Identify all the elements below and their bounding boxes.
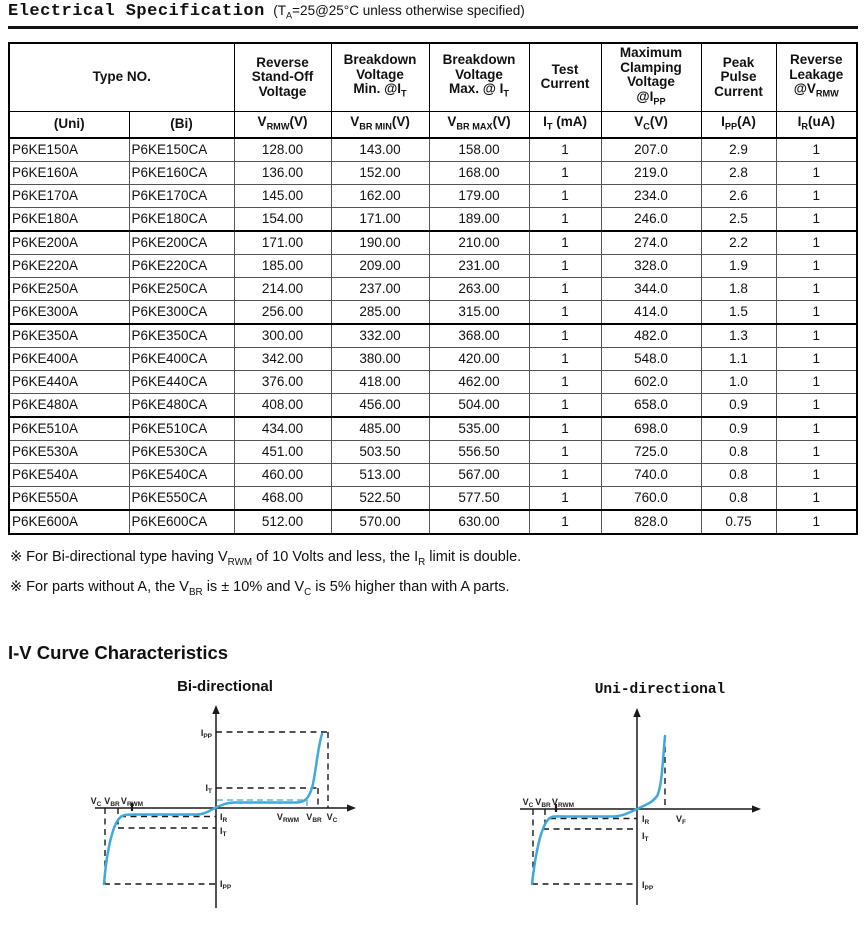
- type-no-cell: P6KE220A: [9, 254, 129, 277]
- value-cell: 760.0: [601, 486, 701, 510]
- col-header-reverse-leakage: Reverse Leakage $@V_{RMW}$: [776, 43, 857, 111]
- value-cell: 219.0: [601, 161, 701, 184]
- type-no-cell: P6KE300CA: [129, 300, 234, 324]
- value-cell: 2.5: [701, 207, 776, 231]
- type-no-cell: P6KE550CA: [129, 486, 234, 510]
- value-cell: 0.8: [701, 463, 776, 486]
- value-cell: 332.00: [331, 324, 429, 348]
- value-cell: 420.00: [429, 347, 529, 370]
- value-cell: 1: [529, 510, 601, 534]
- bi-it-top-label: $I_T$: [205, 783, 212, 795]
- value-cell: 1: [529, 486, 601, 510]
- value-cell: 2.8: [701, 161, 776, 184]
- value-cell: 658.0: [601, 393, 701, 417]
- value-cell: 630.00: [429, 510, 529, 534]
- subheader-ir: $I_R(uA)$: [776, 111, 857, 138]
- value-cell: 1: [776, 510, 857, 534]
- type-no-cell: P6KE300A: [9, 300, 129, 324]
- value-cell: 1: [529, 417, 601, 441]
- value-cell: 210.00: [429, 231, 529, 255]
- col-header-type-no: Type NO.: [9, 43, 234, 111]
- type-no-cell: P6KE170CA: [129, 184, 234, 207]
- value-cell: 1: [529, 347, 601, 370]
- value-cell: 285.00: [331, 300, 429, 324]
- value-cell: 128.00: [234, 138, 331, 162]
- col-header-max-clamping: Maximum Clamping Voltage $@I_{PP}$: [601, 43, 701, 111]
- value-cell: 1: [776, 184, 857, 207]
- value-cell: 179.00: [429, 184, 529, 207]
- value-cell: 1: [776, 347, 857, 370]
- uni-vrwm-label: $V_{RWM}$: [551, 797, 575, 809]
- value-cell: 567.00: [429, 463, 529, 486]
- table-row: [9, 138, 857, 162]
- value-cell: 190.00: [331, 231, 429, 255]
- uni-iv-curve: [532, 736, 665, 884]
- bi-vc-left-label: $V_C$: [90, 796, 102, 808]
- type-no-cell: P6KE150A: [9, 138, 129, 162]
- type-no-cell: P6KE530A: [9, 440, 129, 463]
- type-no-cell: P6KE510A: [9, 417, 129, 441]
- page-title-note: ($T_A=25@25^\circ C$ unless otherwise specified): [273, 3, 525, 21]
- type-no-cell: P6KE440A: [9, 370, 129, 393]
- value-cell: 1: [529, 161, 601, 184]
- type-no-cell: P6KE180CA: [129, 207, 234, 231]
- value-cell: 1: [776, 417, 857, 441]
- table-row: [9, 417, 857, 441]
- value-cell: 237.00: [331, 277, 429, 300]
- col-header-peak-pulse: Peak Pulse Current: [701, 43, 776, 111]
- table-row: [9, 161, 857, 184]
- value-cell: 740.0: [601, 463, 701, 486]
- type-no-cell: P6KE400CA: [129, 347, 234, 370]
- table-row: [9, 184, 857, 207]
- value-cell: 1: [776, 324, 857, 348]
- bi-iv-curve: [104, 734, 322, 884]
- value-cell: 0.9: [701, 393, 776, 417]
- bi-vrwm-right-label: $V_{RWM}$: [276, 812, 300, 824]
- value-cell: 209.00: [331, 254, 429, 277]
- value-cell: 315.00: [429, 300, 529, 324]
- value-cell: 1: [529, 440, 601, 463]
- col-header-breakdown-max: Breakdown Voltage Max. @ $I_T$: [429, 43, 529, 111]
- value-cell: 143.00: [331, 138, 429, 162]
- bi-x-axis-arrow-icon: [347, 804, 356, 811]
- value-cell: 2.2: [701, 231, 776, 255]
- uni-y-axis-arrow-icon: [633, 708, 640, 717]
- value-cell: 162.00: [331, 184, 429, 207]
- value-cell: 468.00: [234, 486, 331, 510]
- footnotes: [10, 545, 521, 605]
- value-cell: 503.50: [331, 440, 429, 463]
- col-header-test-current: Test Current: [529, 43, 601, 111]
- value-cell: 136.00: [234, 161, 331, 184]
- bi-vrwm-left-label: $V_{RWM}$: [120, 796, 144, 808]
- table-row: [9, 393, 857, 417]
- table-row: [9, 277, 857, 300]
- subheader-it: $I_T$ (mA): [529, 111, 601, 138]
- value-cell: 725.0: [601, 440, 701, 463]
- value-cell: 2.6: [701, 184, 776, 207]
- value-cell: 214.00: [234, 277, 331, 300]
- bi-vbr-left-label: $V_{BR}$: [104, 796, 120, 808]
- table-row: [9, 463, 857, 486]
- table-row: [9, 510, 857, 534]
- value-cell: 246.0: [601, 207, 701, 231]
- table-row: [9, 231, 857, 255]
- value-cell: 274.0: [601, 231, 701, 255]
- type-no-cell: P6KE150CA: [129, 138, 234, 162]
- type-no-cell: P6KE600CA: [129, 510, 234, 534]
- value-cell: 1: [776, 393, 857, 417]
- header-row-2: [9, 111, 857, 138]
- value-cell: 185.00: [234, 254, 331, 277]
- type-no-cell: P6KE220CA: [129, 254, 234, 277]
- value-cell: 145.00: [234, 184, 331, 207]
- subheader-vbr-min: $V_{BR MIN}(V)$: [331, 111, 429, 138]
- subheader-vbr-max: $V_{BR MAX}(V)$: [429, 111, 529, 138]
- value-cell: 602.0: [601, 370, 701, 393]
- header-row-1: [9, 43, 857, 111]
- type-no-cell: P6KE200A: [9, 231, 129, 255]
- value-cell: 1.0: [701, 370, 776, 393]
- type-no-cell: P6KE200CA: [129, 231, 234, 255]
- value-cell: 1: [776, 277, 857, 300]
- type-no-cell: P6KE170A: [9, 184, 129, 207]
- bi-vbr-right-label: $V_{BR}$: [306, 812, 322, 824]
- value-cell: 460.00: [234, 463, 331, 486]
- subheader-bi: (Bi): [129, 111, 234, 138]
- value-cell: 1: [776, 370, 857, 393]
- table-row: [9, 440, 857, 463]
- value-cell: 234.0: [601, 184, 701, 207]
- subheader-ipp: $I_{PP}(A)$: [701, 111, 776, 138]
- value-cell: 434.00: [234, 417, 331, 441]
- value-cell: 456.00: [331, 393, 429, 417]
- table-row: [9, 486, 857, 510]
- value-cell: 512.00: [234, 510, 331, 534]
- table-row: [9, 347, 857, 370]
- table-row: [9, 207, 857, 231]
- type-no-cell: P6KE540CA: [129, 463, 234, 486]
- value-cell: 1: [529, 393, 601, 417]
- type-no-cell: P6KE600A: [9, 510, 129, 534]
- value-cell: 1: [529, 231, 601, 255]
- value-cell: 1: [776, 254, 857, 277]
- subheader-vc: $V_C(V)$: [601, 111, 701, 138]
- uni-it-label: $I_T$: [642, 831, 649, 843]
- value-cell: 1.3: [701, 324, 776, 348]
- type-no-cell: P6KE160CA: [129, 161, 234, 184]
- type-no-cell: P6KE480CA: [129, 393, 234, 417]
- value-cell: 1: [776, 161, 857, 184]
- table-row: [9, 370, 857, 393]
- bi-directional-iv-chart: [60, 698, 390, 931]
- type-no-cell: P6KE160A: [9, 161, 129, 184]
- value-cell: 300.00: [234, 324, 331, 348]
- spec-table-body: [9, 138, 857, 534]
- value-cell: 1: [776, 486, 857, 510]
- value-cell: 535.00: [429, 417, 529, 441]
- value-cell: 485.00: [331, 417, 429, 441]
- value-cell: 263.00: [429, 277, 529, 300]
- page-title: Electrical Specification: [8, 2, 265, 21]
- value-cell: 522.50: [331, 486, 429, 510]
- table-row: [9, 254, 857, 277]
- value-cell: 376.00: [234, 370, 331, 393]
- value-cell: 0.8: [701, 486, 776, 510]
- uni-ir-label: $I_R$: [642, 814, 650, 826]
- footnote-1: ※ For Bi-directional type having $V_{RWM}$ of 10 Volts and less, the $I_R$ limit is double.: [10, 549, 522, 568]
- value-cell: 1: [529, 370, 601, 393]
- value-cell: 828.0: [601, 510, 701, 534]
- type-no-cell: P6KE440CA: [129, 370, 234, 393]
- table-row: [9, 300, 857, 324]
- type-no-cell: P6KE550A: [9, 486, 129, 510]
- page-title-bar: [8, 2, 858, 29]
- value-cell: 1: [776, 138, 857, 162]
- value-cell: 451.00: [234, 440, 331, 463]
- uni-vf-label: $V_F$: [676, 814, 686, 826]
- value-cell: 1: [529, 324, 601, 348]
- col-header-breakdown-min: Breakdown Voltage Min. $@I_T$: [331, 43, 429, 111]
- value-cell: 1: [776, 207, 857, 231]
- type-no-cell: P6KE510CA: [129, 417, 234, 441]
- value-cell: 2.9: [701, 138, 776, 162]
- value-cell: 408.00: [234, 393, 331, 417]
- value-cell: 380.00: [331, 347, 429, 370]
- uni-ipp-label: $I_{PP}$: [642, 880, 654, 892]
- footnote-2: ※ For parts without A, the $V_{BR}$ is ± 10% and $V_C$ is 5% higher than with A parts.: [10, 578, 510, 598]
- bi-it-bottom-label: $I_T$: [220, 826, 227, 838]
- value-cell: 1.1: [701, 347, 776, 370]
- value-cell: 548.0: [601, 347, 701, 370]
- type-no-cell: P6KE250CA: [129, 277, 234, 300]
- electrical-spec-table: [8, 42, 858, 535]
- value-cell: 1: [529, 300, 601, 324]
- value-cell: 414.0: [601, 300, 701, 324]
- uni-vc-label: $V_C$: [522, 797, 534, 809]
- bi-ipp-bottom-label: $I_{PP}$: [220, 879, 232, 891]
- value-cell: 171.00: [234, 231, 331, 255]
- value-cell: 158.00: [429, 138, 529, 162]
- value-cell: 1.9: [701, 254, 776, 277]
- value-cell: 462.00: [429, 370, 529, 393]
- bi-ipp-top-label: $I_{PP}$: [200, 728, 212, 740]
- uni-x-axis-arrow-icon: [752, 805, 761, 812]
- value-cell: 256.00: [234, 300, 331, 324]
- bi-y-axis-arrow-icon: [212, 705, 219, 714]
- uni-directional-chart-title: Uni-directional: [594, 682, 726, 698]
- type-no-cell: P6KE400A: [9, 347, 129, 370]
- value-cell: 482.0: [601, 324, 701, 348]
- value-cell: 1: [529, 207, 601, 231]
- value-cell: 207.0: [601, 138, 701, 162]
- value-cell: 342.00: [234, 347, 331, 370]
- type-no-cell: P6KE540A: [9, 463, 129, 486]
- subheader-vrmw: $V_{RMW}(V)$: [234, 111, 331, 138]
- bi-vc-right-label: $V_C$: [326, 812, 338, 824]
- type-no-cell: P6KE530CA: [129, 440, 234, 463]
- type-no-cell: P6KE350A: [9, 324, 129, 348]
- value-cell: 231.00: [429, 254, 529, 277]
- value-cell: 1.5: [701, 300, 776, 324]
- value-cell: 0.8: [701, 440, 776, 463]
- col-header-reverse-standoff: Reverse Stand-Off Voltage: [234, 43, 331, 111]
- bi-ir-label: $I_R$: [220, 812, 228, 824]
- subheader-uni: (Uni): [9, 111, 129, 138]
- iv-section-heading: I-V Curve Characteristics: [8, 642, 229, 663]
- value-cell: 152.00: [331, 161, 429, 184]
- value-cell: 0.9: [701, 417, 776, 441]
- value-cell: 1: [776, 463, 857, 486]
- value-cell: 1: [529, 184, 601, 207]
- value-cell: 171.00: [331, 207, 429, 231]
- value-cell: 0.75: [701, 510, 776, 534]
- value-cell: 577.50: [429, 486, 529, 510]
- value-cell: 189.00: [429, 207, 529, 231]
- value-cell: 570.00: [331, 510, 429, 534]
- type-no-cell: P6KE180A: [9, 207, 129, 231]
- value-cell: 1: [529, 463, 601, 486]
- value-cell: 328.0: [601, 254, 701, 277]
- value-cell: 504.00: [429, 393, 529, 417]
- uni-vbr-label: $V_{BR}$: [535, 797, 551, 809]
- value-cell: 556.50: [429, 440, 529, 463]
- value-cell: 1: [776, 231, 857, 255]
- uni-directional-iv-chart: [495, 698, 864, 931]
- value-cell: 1: [529, 277, 601, 300]
- value-cell: 168.00: [429, 161, 529, 184]
- value-cell: 344.0: [601, 277, 701, 300]
- bi-directional-chart-title: Bi-directional: [177, 678, 273, 695]
- type-no-cell: P6KE350CA: [129, 324, 234, 348]
- value-cell: 698.0: [601, 417, 701, 441]
- table-row: [9, 324, 857, 348]
- value-cell: 1.8: [701, 277, 776, 300]
- value-cell: 368.00: [429, 324, 529, 348]
- value-cell: 513.00: [331, 463, 429, 486]
- value-cell: 1: [776, 300, 857, 324]
- value-cell: 1: [529, 254, 601, 277]
- value-cell: 418.00: [331, 370, 429, 393]
- type-no-cell: P6KE480A: [9, 393, 129, 417]
- value-cell: 154.00: [234, 207, 331, 231]
- type-no-cell: P6KE250A: [9, 277, 129, 300]
- value-cell: 1: [776, 440, 857, 463]
- value-cell: 1: [529, 138, 601, 162]
